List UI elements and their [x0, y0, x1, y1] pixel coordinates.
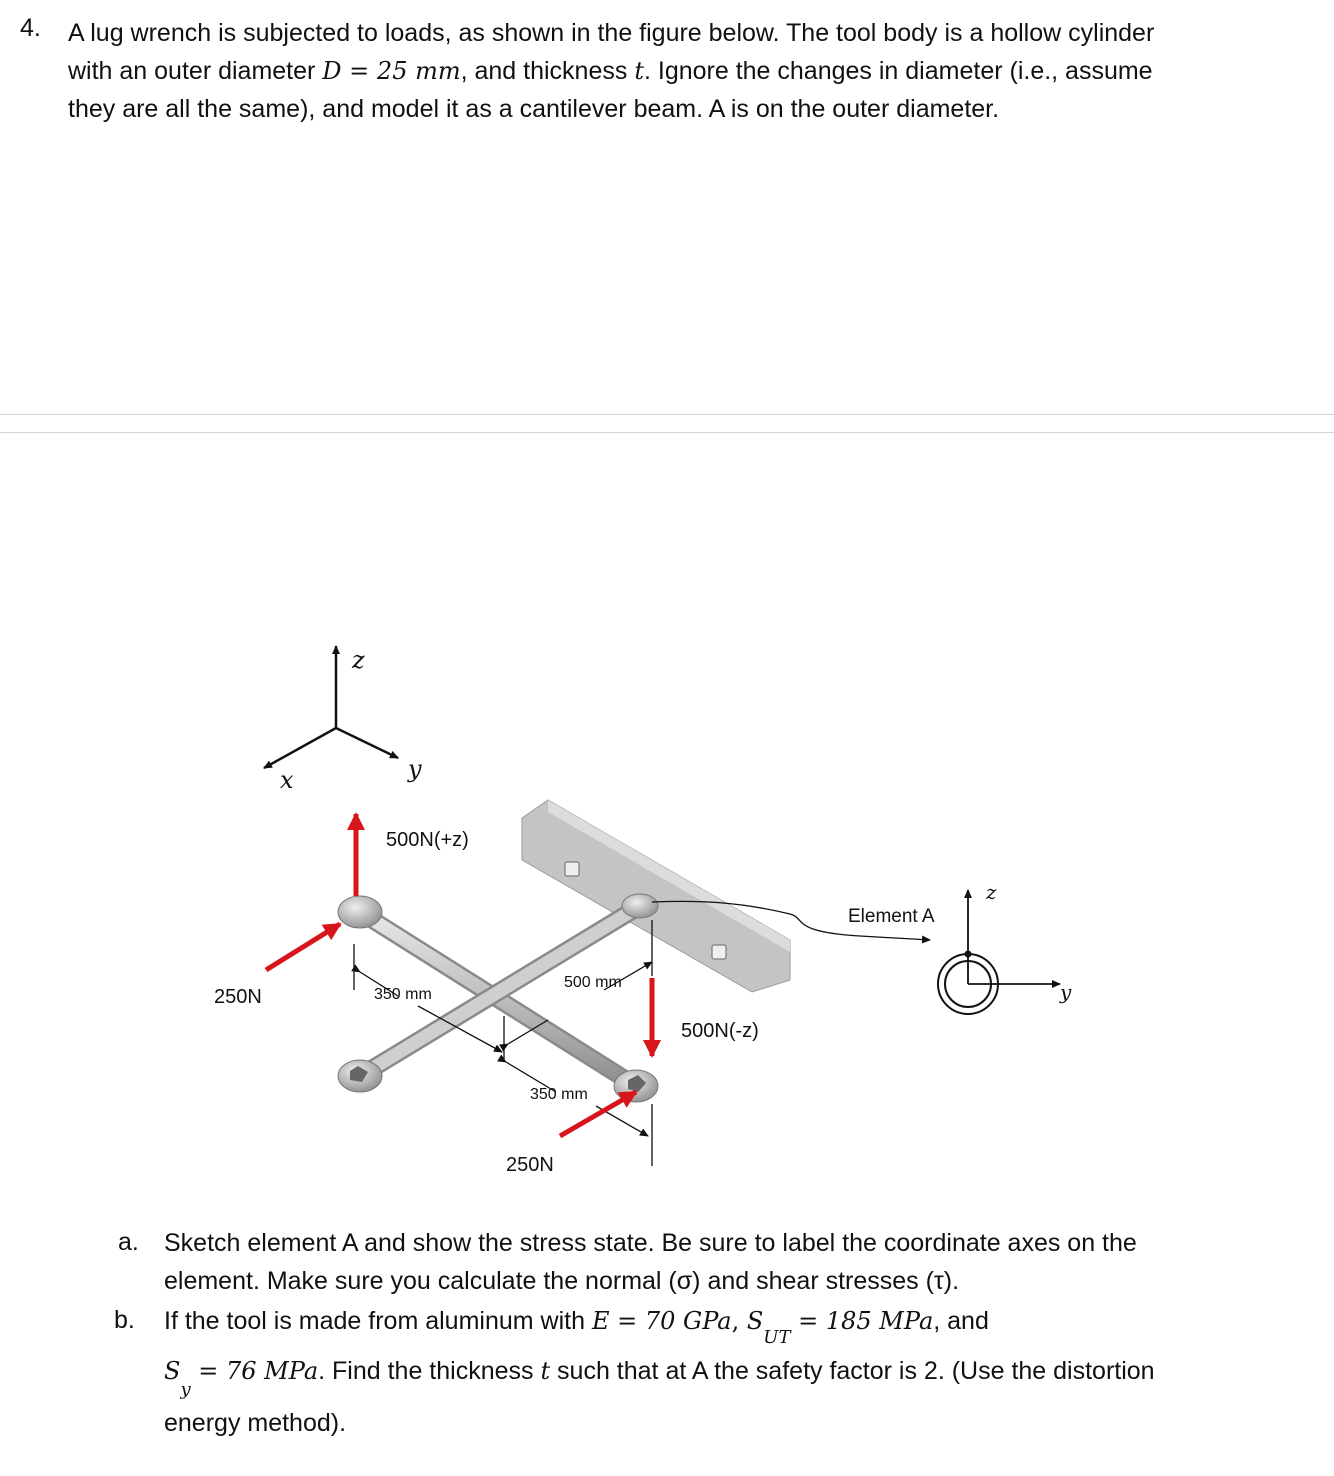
rail-slot: [565, 862, 579, 876]
math-t: t: [634, 57, 644, 85]
wrench-socket: [622, 894, 658, 918]
math-D: D: [322, 57, 342, 85]
question-line-3: they are all the same), and model it as a cantilever beam. A is on the outer diameter.: [68, 95, 1000, 123]
math-eq: =: [190, 1357, 226, 1385]
math-subscript-y: y: [180, 1379, 191, 1400]
item-b-letter: b.: [114, 1306, 135, 1334]
math-S: S: [746, 1307, 764, 1335]
math-comma: ,: [731, 1307, 747, 1335]
element-a-cross-section: [938, 890, 1060, 1014]
math-diameter-value: 25 mm: [376, 57, 461, 85]
rail-slot: [712, 945, 726, 959]
force-label-up: 500N(+z): [386, 829, 469, 851]
force-label-down: 500N(-z): [681, 1020, 759, 1042]
math-S: S: [164, 1357, 181, 1385]
math-eq: =: [609, 1307, 645, 1335]
item-b-line-1: [164, 1302, 1324, 1348]
item-a-letter: a.: [118, 1228, 139, 1256]
math-Sy-value: 76 MPa: [226, 1357, 319, 1385]
point-a-marker: [965, 951, 972, 958]
axis-label-z: z: [352, 646, 365, 674]
math-eq: =: [790, 1307, 826, 1335]
question-line-1: A lug wrench is subjected to loads, as shown in the figure below. The tool body is a hollow cylinder: [68, 19, 1155, 47]
math-eq: =: [341, 57, 377, 85]
force-label-left: 250N: [214, 986, 262, 1008]
text-run: . Find the thickness: [318, 1357, 541, 1385]
axis-label-x: x: [280, 766, 294, 794]
dimension-label-350-bottom: 350 mm: [530, 1086, 588, 1103]
text-run: . Ignore the changes in diameter (i.e., assume: [643, 57, 1153, 85]
force-arrow-left: [266, 924, 340, 970]
math-SUT-value: 185 MPa: [825, 1307, 934, 1335]
x-axis-line: [264, 728, 336, 768]
axis-label-y: y: [408, 755, 422, 783]
wrench-socket: [338, 896, 382, 928]
math-E: E: [591, 1307, 610, 1335]
element-a-label: Element A: [848, 906, 935, 927]
dimension-label-350-left: 350 mm: [374, 986, 432, 1003]
force-label-bottom: 250N: [506, 1154, 554, 1176]
text-run: , and: [933, 1307, 989, 1335]
coordinate-triad: [264, 646, 398, 768]
text-run: with an outer diameter: [68, 57, 323, 85]
math-t: t: [540, 1357, 551, 1385]
text-run: such that at A the safety factor is 2. (Use the distortion: [550, 1357, 1155, 1385]
text-run: , and thickness: [460, 57, 635, 85]
math-E-value: 70 GPa: [644, 1307, 732, 1335]
item-b-line-2: [164, 1352, 1324, 1400]
item-a-line-1: Sketch element A and show the stress state. Be sure to label the coordinate axes on the: [164, 1229, 1137, 1257]
item-a-text: [164, 1224, 1314, 1300]
y-axis-line: [336, 728, 398, 758]
element-axis-label-z: z: [986, 880, 997, 904]
math-subscript-UT: UT: [763, 1327, 791, 1348]
text-run: If the tool is made from aluminum with: [164, 1307, 592, 1335]
item-a-line-2: element. Make sure you calculate the normal (σ) and shear stresses (τ).: [164, 1267, 960, 1295]
item-b-line-3: energy method).: [164, 1409, 347, 1437]
question-number: 4.: [20, 14, 41, 42]
dimension-label-500: 500 mm: [564, 974, 622, 991]
element-axis-label-y: y: [1060, 980, 1072, 1004]
